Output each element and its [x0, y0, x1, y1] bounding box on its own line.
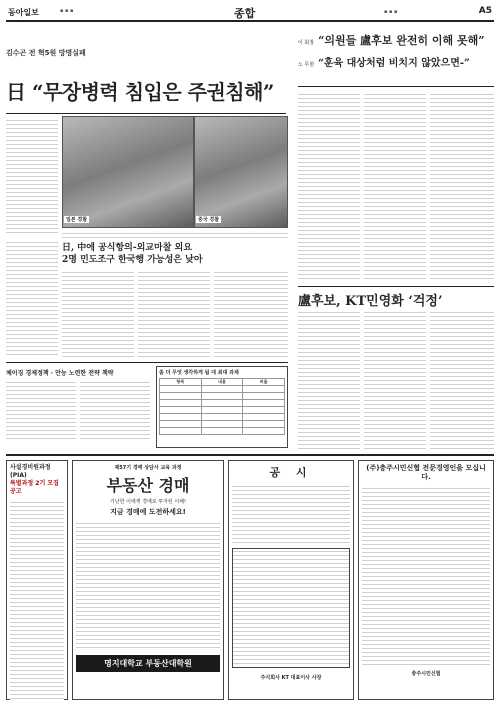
small-table-grid — [159, 378, 285, 435]
quote1-headline[interactable]: “의원들 盧후보 완전히 이해 못해” — [318, 34, 485, 47]
left-ad-body — [10, 500, 64, 700]
lead-body-col2 — [6, 240, 58, 358]
table-row — [160, 421, 285, 428]
realestate-body — [76, 521, 220, 651]
table-row — [160, 428, 285, 435]
divider — [6, 362, 288, 363]
left-side-ad[interactable] — [6, 460, 68, 700]
photo-left-label: 일본 경찰 — [66, 217, 88, 223]
realestate-kicker: 제57기 경매 상담사 교육 과정 — [114, 465, 182, 471]
right-quotes — [298, 32, 494, 69]
right-body-col2 — [364, 92, 426, 282]
lead-body-col4 — [138, 270, 210, 358]
strip-title[interactable]: 체이징 경제정책 · 만능 노련한 전략 책략 — [6, 370, 114, 377]
realestate-sub2: 지금 경매에 도전하세요! — [110, 508, 186, 516]
paper-name: 동아일보 — [8, 8, 39, 17]
table-header: 비율 — [243, 379, 285, 386]
page-number: A5 — [478, 6, 492, 16]
left-ad-title: 사설경비원과정(PIA) — [10, 464, 51, 479]
photo-caption — [62, 231, 288, 239]
right-body-col1 — [298, 92, 360, 282]
right-mid-headline[interactable]: 盧후보, KT민영화 ‘걱정’ — [298, 294, 443, 309]
photo-right-label: 중국 경찰 — [198, 217, 220, 223]
notice-footer: 주식회사 KT 대표이사 사장 — [260, 675, 322, 681]
divider — [6, 113, 286, 114]
quote1-row — [298, 32, 494, 48]
lead-body-col3 — [62, 270, 134, 358]
strip-body-col2 — [80, 380, 150, 442]
photo-left[interactable] — [62, 116, 194, 228]
second-subhead-line1: 日, 中에 공식항의-외교마찰 외요 — [62, 243, 192, 253]
right-ad-title: (주)충주시민신협 전문경영인을 모십니다. — [366, 464, 486, 481]
quote2-row — [298, 54, 494, 69]
date-line: ▪ ▪ ▪ — [384, 9, 398, 15]
notice-ad[interactable] — [228, 460, 354, 700]
strip-body-col1 — [6, 380, 76, 442]
notice-intro — [232, 484, 350, 544]
quote2-headline[interactable]: “훈육 대상처럼 비치지 않았으면-” — [318, 58, 470, 69]
lead-body-col5 — [214, 270, 288, 358]
ads-divider — [6, 454, 494, 456]
right-mid-col3 — [430, 310, 494, 450]
lead-kicker: 김수곤 전 혁5원 망명실패 — [6, 49, 86, 57]
realestate-title: 부동산 경매 — [106, 476, 190, 495]
divider — [298, 86, 494, 87]
table-row — [160, 400, 285, 407]
right-ad-body — [362, 486, 490, 666]
second-subhead-line2: 2명 민도조구 한국행 가능성은 낮아 — [62, 255, 203, 265]
notice-title: 공 시 — [269, 466, 313, 479]
table-header: 항목 — [160, 379, 202, 386]
quote1-speaker: 이 회창 — [298, 40, 315, 46]
table-row — [160, 386, 285, 393]
section-title: 종합 — [234, 7, 256, 20]
table-row — [160, 393, 285, 400]
divider — [298, 286, 494, 287]
right-mid-col2 — [364, 310, 426, 450]
table-row — [160, 414, 285, 421]
second-subhead — [62, 242, 288, 266]
lead-story — [6, 48, 286, 58]
right-ad-footer: 충주시민신협 — [411, 671, 441, 677]
photo-right[interactable] — [194, 116, 288, 228]
left-ad-sub: 특별과정 2기 모집공고 — [10, 480, 59, 495]
realestate-footer: 명지대학교 부동산대학원 — [76, 655, 220, 672]
right-recruit-ad[interactable] — [358, 460, 494, 700]
table-header: 내용 — [201, 379, 243, 386]
small-table — [156, 366, 288, 448]
notice-table — [232, 548, 350, 668]
lead-body-col1 — [6, 118, 58, 236]
right-mid-col1 — [298, 310, 360, 450]
masthead — [6, 4, 494, 22]
lead-headline[interactable]: 日 “무장병력 침입은 주권침해” — [6, 80, 274, 104]
quote2-speaker: 노 무현 — [298, 62, 315, 68]
small-table-title: 좀 더 무엇 생각하게 됨 대 최대 과제 — [159, 370, 239, 376]
right-body-col3 — [430, 92, 494, 282]
page-meta: ▪ ▪ ▪ — [60, 8, 74, 14]
realestate-ad[interactable] — [72, 460, 224, 700]
realestate-sub1: 가난한 이에게 경매로 투자된 이해! — [110, 499, 186, 505]
table-row — [160, 407, 285, 414]
